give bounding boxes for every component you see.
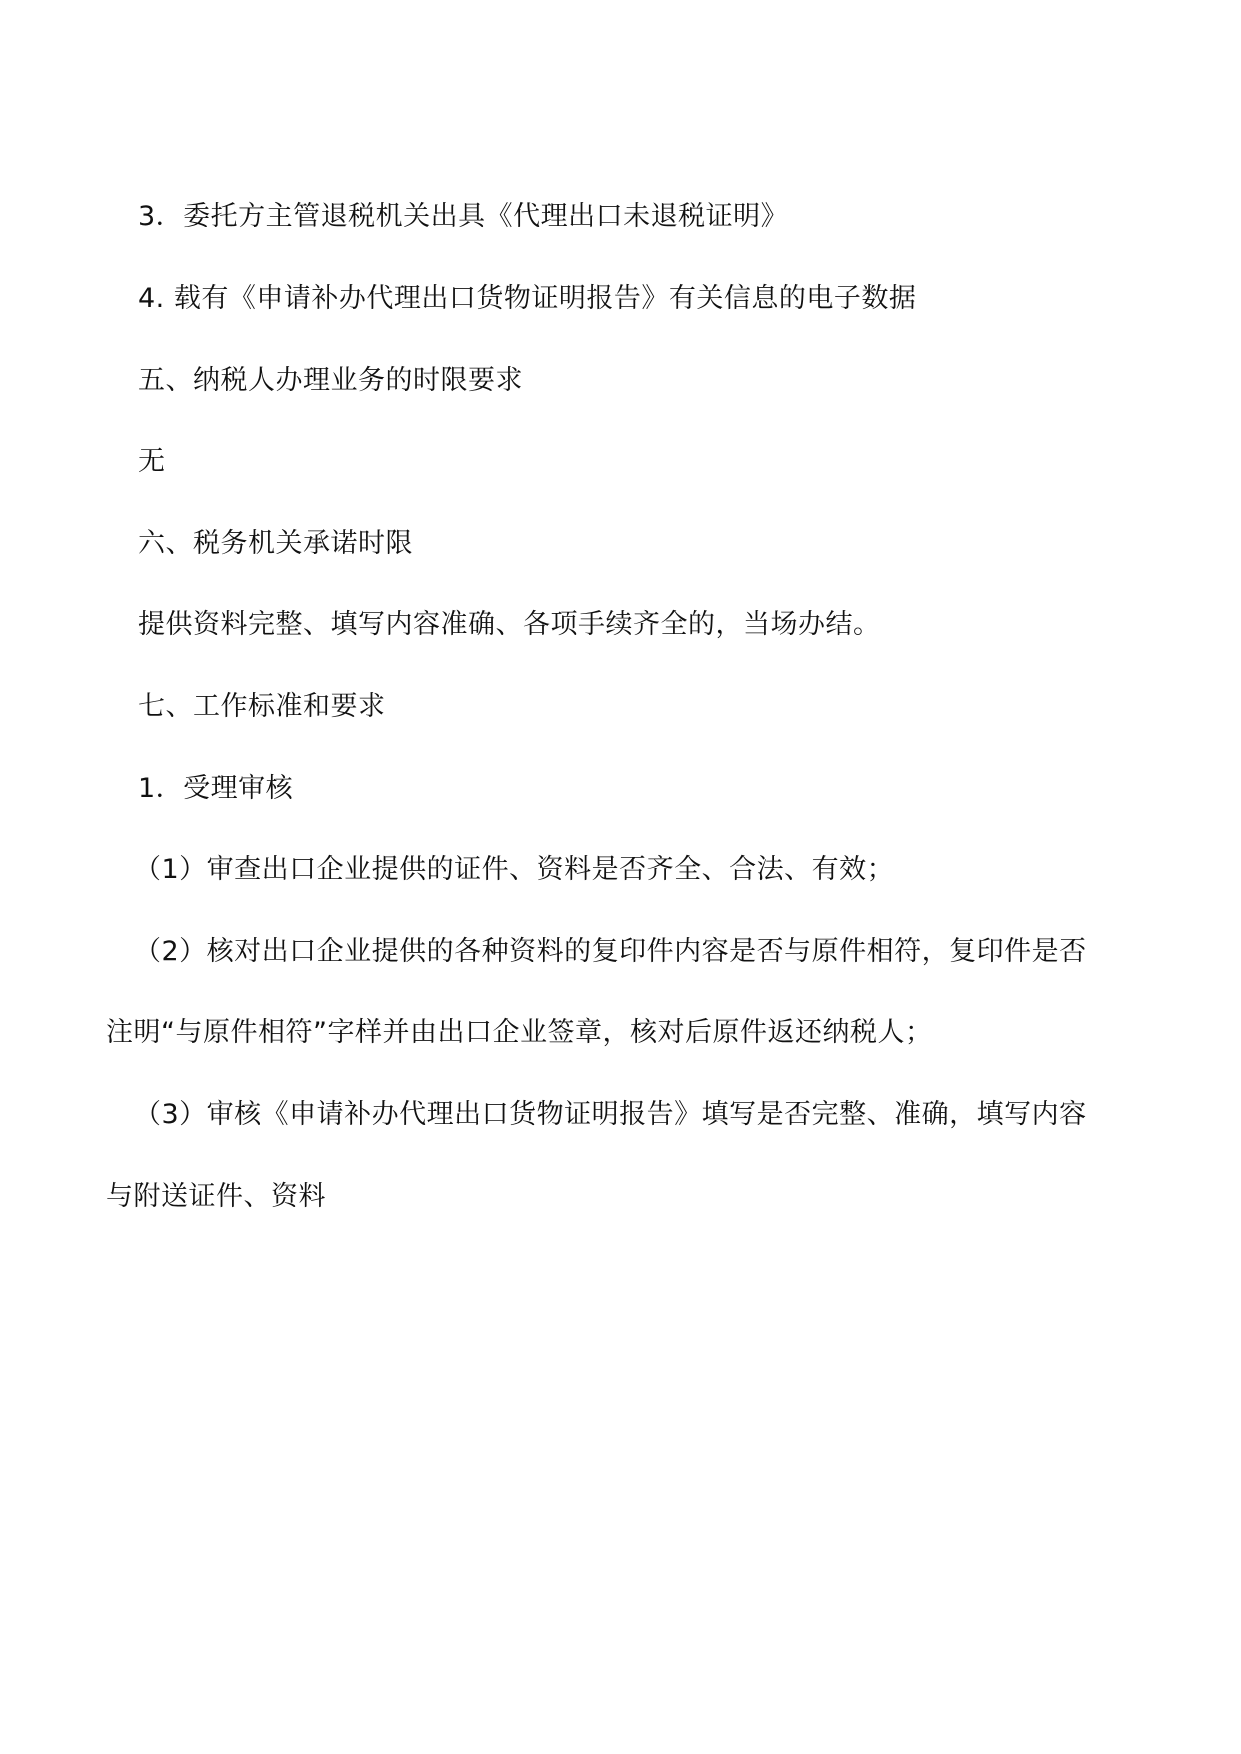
section-heading-5: 五、纳税人办理业务的时限要求	[138, 365, 523, 396]
doc-line-check-3-cont: 与附送证件、资料	[106, 1181, 326, 1212]
doc-line-check-1: （1）审查出口企业提供的证件、资料是否齐全、合法、有效；	[134, 854, 895, 885]
doc-line-check-3: （3）审核《申请补办代理出口货物证明报告》填写是否完整、准确，填写内容	[134, 1099, 1087, 1130]
doc-line-commitment: 提供资料完整、填写内容准确、各项手续齐全的，当场办结。	[138, 609, 881, 640]
doc-line-check-2-cont: 注明“与原件相符”字样并由出口企业签章，核对后原件返还纳税人；	[106, 1017, 933, 1048]
subheading-1: 1．受理审核	[138, 773, 294, 804]
doc-line-item-3: 3．委托方主管退税机关出具《代理出口未退税证明》	[138, 201, 789, 232]
section-heading-7: 七、工作标准和要求	[138, 691, 386, 722]
section-heading-6: 六、税务机关承诺时限	[138, 528, 413, 559]
doc-line-none: 无	[138, 446, 166, 477]
doc-line-item-4: 4. 载有《申请补办代理出口货物证明报告》有关信息的电子数据	[138, 283, 917, 314]
doc-line-check-2: （2）核对出口企业提供的各种资料的复印件内容是否与原件相符，复印件是否	[134, 936, 1087, 967]
